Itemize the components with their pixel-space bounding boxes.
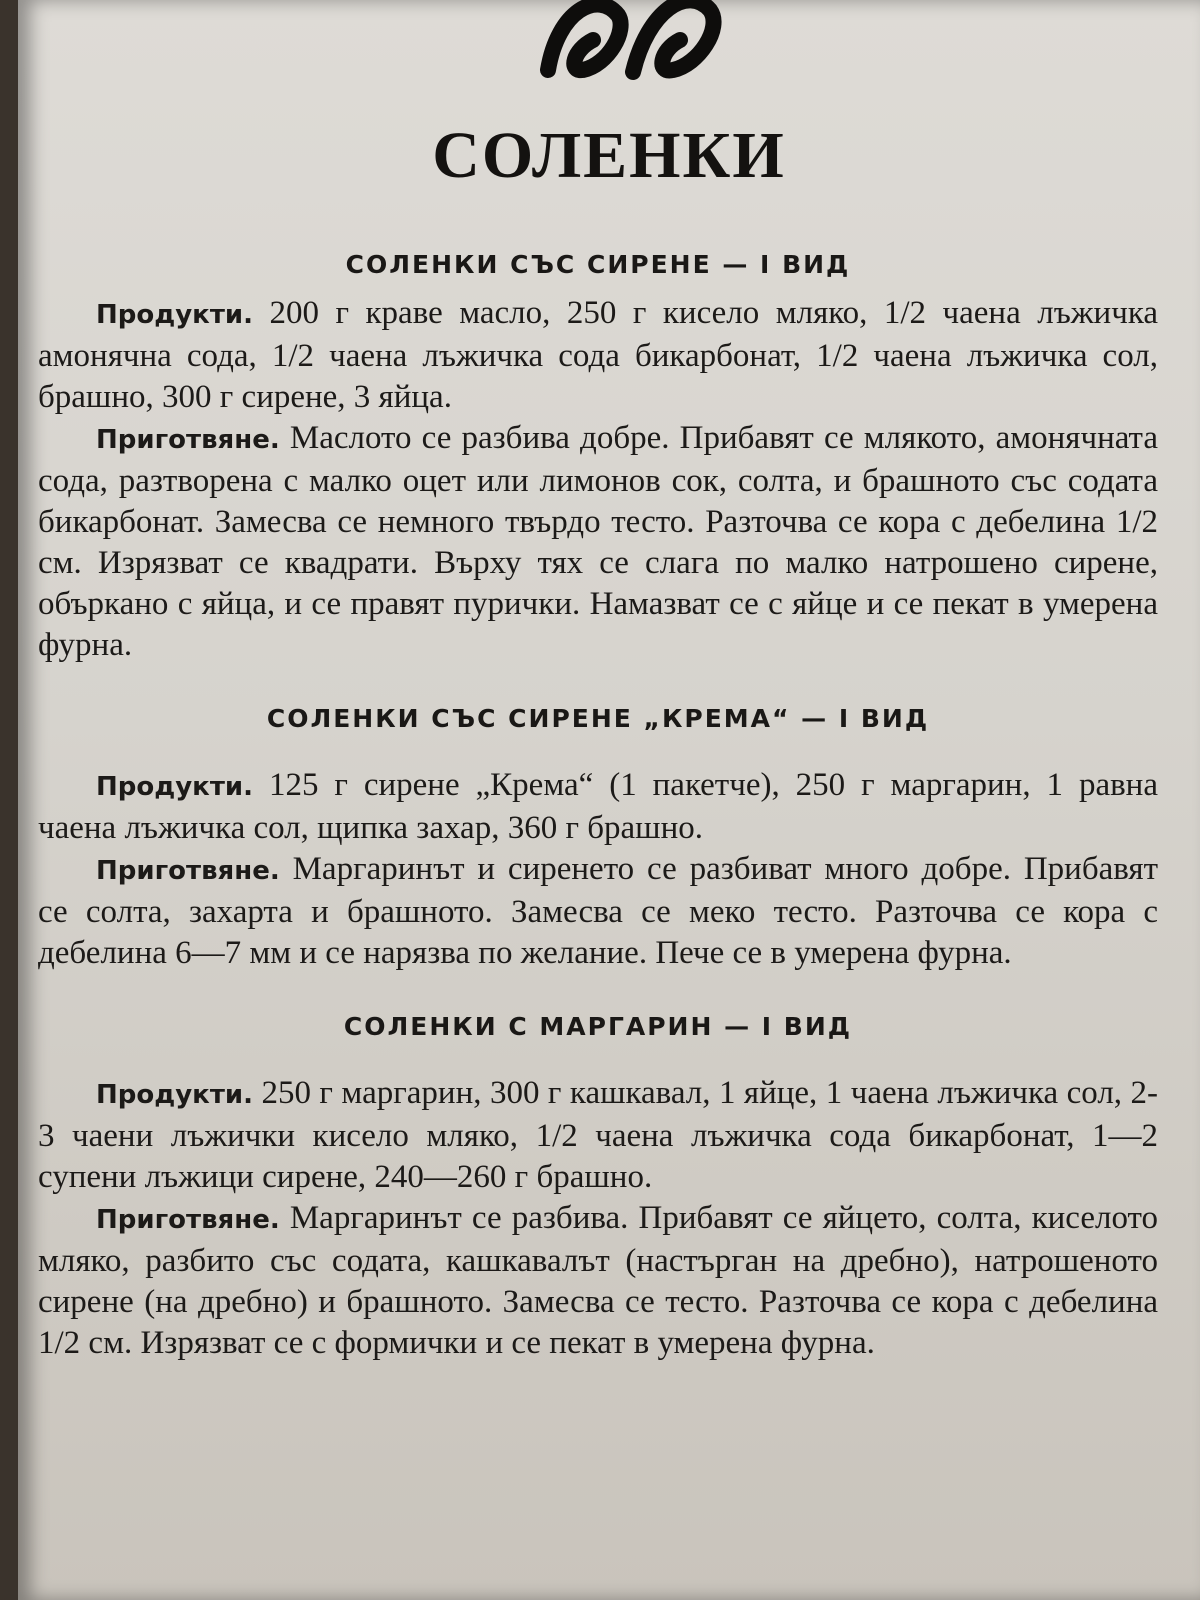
ingredients-text: 200 г краве масло, 250 г кисело мляко, 1/2 чаена лъжичка амонячна сода, 1/2 чаена лъжичка сода бикарбонат, 1/2 чаена лъжичка сол, брашно, 300 г сирене, 3 яйца. [38,295,1158,415]
ingredients-paragraph [38,1073,1158,1198]
decorative-ornament-icon [538,0,728,85]
recipe-title: СОЛЕНКИ СЪС СИРЕНЕ „КРЕМА“ — I ВИД [266,704,930,733]
ingredients-text: 125 г сирене „Крема“ (1 пакетче), 250 г маргарин, 1 равна чаена лъжичка сол, щипка захар, 360 г брашно. [38,767,1158,846]
preparation-text: Маргаринът и сиренето се разбиват много добре. Прибавят се солта, захарта и брашното. Замесва се меко тесто. Разточва се кора с дебелина 6—7 мм и се нарязва по желание. Пече се в умерена фурна. [38,851,1159,971]
ingredients-label: Продукти. [96,1080,253,1110]
ingredients-label: Продукти. [96,772,253,802]
book-page [18,0,1200,1600]
preparation-text: Маргаринът се разбива. Прибавят се яйцето, солта, киселото мляко, разбито със содата, кашкавалът (настърган на дребно), натрошеното сирене (на дребно) и брашното. Замесва се тесто. Разточва се кора с дебелина 1/2 см. Изрязват се с формички и се пекат в умерена фурна. [38,1200,1158,1361]
preparation-text: Маслото се разбива добре. Прибавят се млякото, амонячната сода, разтворена с малко оцет или лимонов сок, солта, и брашното със содата бикарбонат. Замесва се немного твърдо тесто. Разточва се кора с дебелина 1/2 см. Изрязват се квадрати. Върху тях се слага по малко натрошено сирене, объркано с яйца, и се правят пурички. Намазват се с яйце и се пекат в умерена фурна. [38,420,1158,663]
recipe-margarine-1 [38,1012,1158,1364]
recipe-list [38,250,1158,1402]
preparation-paragraph [38,849,1158,974]
ingredients-text: 250 г маргарин, 300 г кашкавал, 1 яйце, 1 чаена лъжичка сол, 2-3 чаени лъжички кисело мляко, 1/2 чаена лъжичка сода бикарбонат, 1—2 супени лъжици сирене, 240—260 г брашно. [38,1075,1159,1195]
ingredients-paragraph [38,293,1158,418]
preparation-label: Приготвяне. [96,425,280,455]
recipe-cream-cheese-1 [38,704,1158,974]
preparation-paragraph [38,418,1158,666]
ingredients-label: Продукти. [96,300,253,330]
ingredients-paragraph [38,765,1158,849]
chapter-title: СОЛЕНКИ [432,119,786,192]
preparation-label: Приготвяне. [96,856,280,886]
recipe-title: СОЛЕНКИ С МАРГАРИН — I ВИД [343,1012,853,1041]
recipe-cheese-1 [38,250,1158,666]
recipe-title: СОЛЕНКИ СЪС СИРЕНЕ — I ВИД [345,250,851,279]
preparation-paragraph [38,1198,1158,1364]
preparation-label: Приготвяне. [96,1205,280,1235]
